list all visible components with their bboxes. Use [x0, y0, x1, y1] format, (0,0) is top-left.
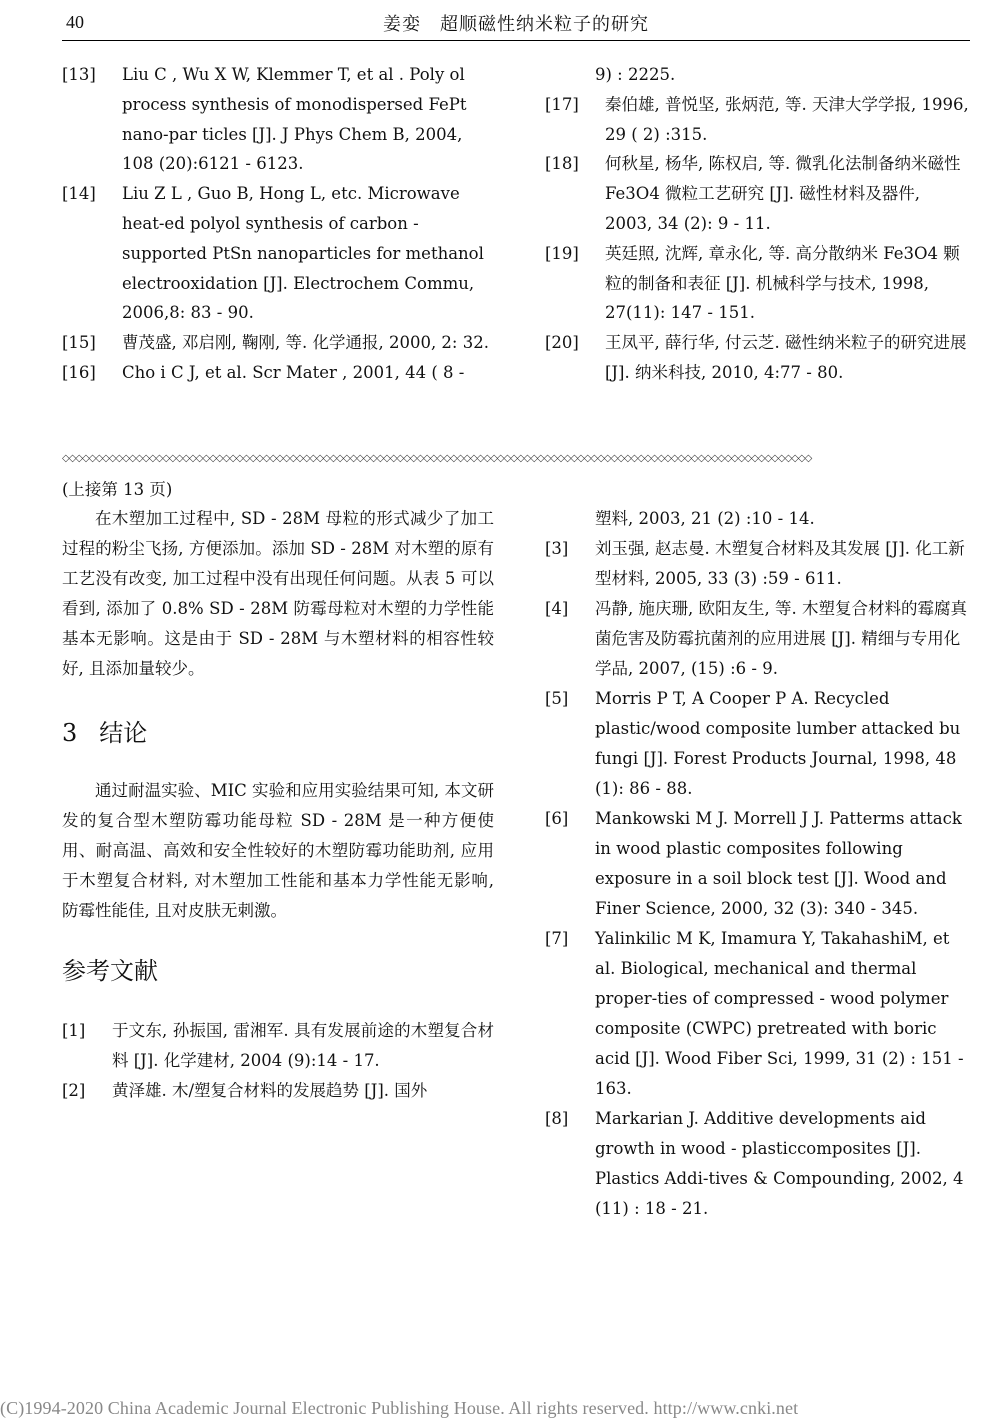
reference-item	[545, 924, 970, 1104]
reference-number: [16]	[62, 362, 96, 382]
reference-continuation: 9) : 2225.	[595, 65, 676, 84]
reference-item	[545, 239, 970, 328]
reference-text: Liu C , Wu X W, Klemmer T, et al . Poly ol process synthesis of monodispersed FePt nano-par ticles [J]. J Phys Chem B, 2004, 108 (20):6121 - 6123.	[122, 65, 467, 174]
reference-number: [19]	[545, 243, 579, 263]
reference-item	[545, 534, 970, 594]
reference-item	[62, 179, 494, 328]
reference-item	[545, 90, 970, 150]
reference-item	[545, 149, 970, 238]
reference-number: [1]	[62, 1021, 86, 1040]
reference-number: [3]	[545, 539, 569, 558]
reference-item	[545, 594, 970, 684]
reference-number: [14]	[62, 184, 96, 204]
reference-text: 黄泽雄. 木/塑复合材料的发展趋势 [J]. 国外	[112, 1081, 428, 1100]
reference-item	[545, 804, 970, 924]
reference-text: 于文东, 孙振国, 雷湘军. 具有发展前途的木塑复合材料 [J]. 化学建材, 2004 (9):14 - 17.	[112, 1021, 494, 1070]
reference-item	[62, 358, 494, 388]
reference-text: 王凤平, 薛行华, 付云芝. 磁性纳米粒子的研究进展 [J]. 纳米科技, 2010, 4:77 - 80.	[605, 333, 967, 382]
reference-number: [17]	[545, 94, 579, 114]
reference-item	[62, 1016, 494, 1076]
references-heading: 参考文献	[62, 957, 158, 985]
reference-number: [2]	[62, 1081, 86, 1100]
reference-text: 刘玉强, 赵志曼. 木塑复合材料及其发展 [J]. 化工新型材料, 2005, 33 (3) :59 - 611.	[595, 539, 965, 588]
reference-text: 秦伯雄, 普悦坚, 张炳范, 等. 天津大学学报, 1996, 29 ( 2) :315.	[605, 94, 969, 144]
section-title: 结论	[99, 719, 148, 747]
reference-text: 何秋星, 杨华, 陈权启, 等. 微乳化法制备纳米磁性 Fe3O4 微粒工艺研究 [J]. 磁性材料及器件, 2003, 34 (2): 9 - 11.	[605, 154, 961, 233]
reference-text: Yalinkilic M K, Imamura Y, TakahashiM, et al. Biological, mechanical and thermal proper-ties of compressed - wood polymer composite (CWPC) pretreated with boric acid [J]. Wood Fiber Sci, 1999, 31 (2) : 151 - 163.	[595, 929, 964, 1098]
bottom-references-left	[62, 1016, 494, 1106]
reference-item	[62, 1076, 494, 1106]
reference-number: [6]	[545, 809, 569, 828]
reference-number: [13]	[62, 65, 96, 84]
continued-note: (上接第 13 页)	[62, 480, 173, 499]
reference-number: [15]	[62, 333, 96, 353]
body-paragraph: 在木塑加工过程中, SD - 28M 母粒的形式减少了加工过程的粉尘飞扬, 方便添加。添加 SD - 28M 对木塑的原有工艺没有改变, 加工过程中没有出现任何问题。从表 5 可以看到, 添加了 0.8% SD - 28M 防霉母粒对木塑的力学性能基本无影响。这是由于 SD - 28M 与木塑材料的相容性较好, 且添加量较少。	[62, 509, 494, 678]
section-heading	[62, 718, 494, 748]
page-header	[62, 8, 970, 41]
bottom-references-right	[545, 504, 970, 1224]
reference-text: 曹茂盛, 邓启刚, 鞠刚, 等. 化学通报, 2000, 2: 32.	[122, 333, 489, 353]
reference-text: Markarian J. Additive developments aid growth in wood - plasticcomposites [J]. Plastics Addi-tives & Compounding, 2002, 4 (11) : 18 - 21.	[595, 1109, 964, 1218]
page-number: 40	[66, 12, 84, 32]
reference-number: [5]	[545, 689, 569, 708]
reference-number: [7]	[545, 929, 569, 948]
reference-item	[62, 60, 494, 179]
reference-text: Morris P T, A Cooper P A. Recycled plastic/wood composite lumber attacked bu fungi [J]. Forest Products Journal, 1998, 48 (1): 86 - 88.	[595, 689, 961, 798]
top-references-left	[62, 60, 494, 388]
reference-number: [4]	[545, 599, 569, 618]
reference-text: Mankowski M J. Morrell J J. Patterms attack in wood plastic composites following exposure in a soil block test [J]. Wood and Finer Science, 2000, 32 (3): 340 - 345.	[595, 809, 962, 918]
reference-number: [8]	[545, 1109, 569, 1128]
reference-number: [18]	[545, 154, 579, 174]
reference-text: Liu Z L , Guo B, Hong L, etc. Microwave heat-ed polyol synthesis of carbon - supported PtSn nanoparticles for methanol electrooxidation [J]. Electrochem Commu, 2006,8: 83 - 90.	[122, 184, 484, 323]
reference-text: 英廷照, 沈辉, 章永化, 等. 高分散纳米 Fe3O4 颗粒的制备和表征 [J]. 机械科学与技术, 1998, 27(11): 147 - 151.	[605, 243, 960, 323]
copyright-footer: (C)1994-2020 China Academic Journal Electronic Publishing House. All rights reserved. http://www.cnki.net	[0, 1398, 799, 1418]
left-column-body	[62, 504, 494, 1106]
reference-item	[545, 328, 970, 388]
reference-continuation: 塑料, 2003, 21 (2) :10 - 14.	[595, 509, 815, 528]
reference-number: [20]	[545, 333, 579, 353]
reference-text: Cho i C J, et al. Scr Mater , 2001, 44 ( 8 -	[122, 362, 465, 382]
article-divider: ◇◇◇◇◇◇◇◇◇◇◇◇◇◇◇◇◇◇◇◇◇◇◇◇◇◇◇◇◇◇◇◇◇◇◇◇◇◇◇◇◇◇◇◇◇◇◇◇◇◇◇◇◇◇◇◇◇◇◇◇◇◇◇◇◇◇◇◇◇◇◇◇◇◇◇◇◇◇◇◇◇◇◇◇◇◇◇◇◇◇◇◇◇◇◇◇◇◇◇◇◇◇◇◇◇◇◇◇◇◇◇◇	[62, 453, 812, 464]
reference-item	[545, 684, 970, 804]
top-references-right	[545, 60, 970, 388]
reference-item	[545, 1104, 970, 1224]
section-number: 3	[62, 719, 78, 747]
running-title: 姜娈 超顺磁性纳米粒子的研究	[383, 14, 649, 35]
reference-text: 冯静, 施庆珊, 欧阳友生, 等. 木塑复合材料的霉腐真菌危害及防霉抗菌剂的应用进展 [J]. 精细与专用化学品, 2007, (15) :6 - 9.	[595, 599, 967, 678]
reference-item	[62, 328, 494, 358]
body-paragraph: 通过耐温实验、MIC 实验和应用实验结果可知, 本文研发的复合型木塑防霉功能母粒 SD - 28M 是一种方便使用、耐高温、高效和安全性较好的木塑防霉功能助剂, 应用于木塑复合材料, 对木塑加工性能和基本力学性能无影响, 防霉性能佳, 且对皮肤无刺激。	[62, 781, 494, 920]
